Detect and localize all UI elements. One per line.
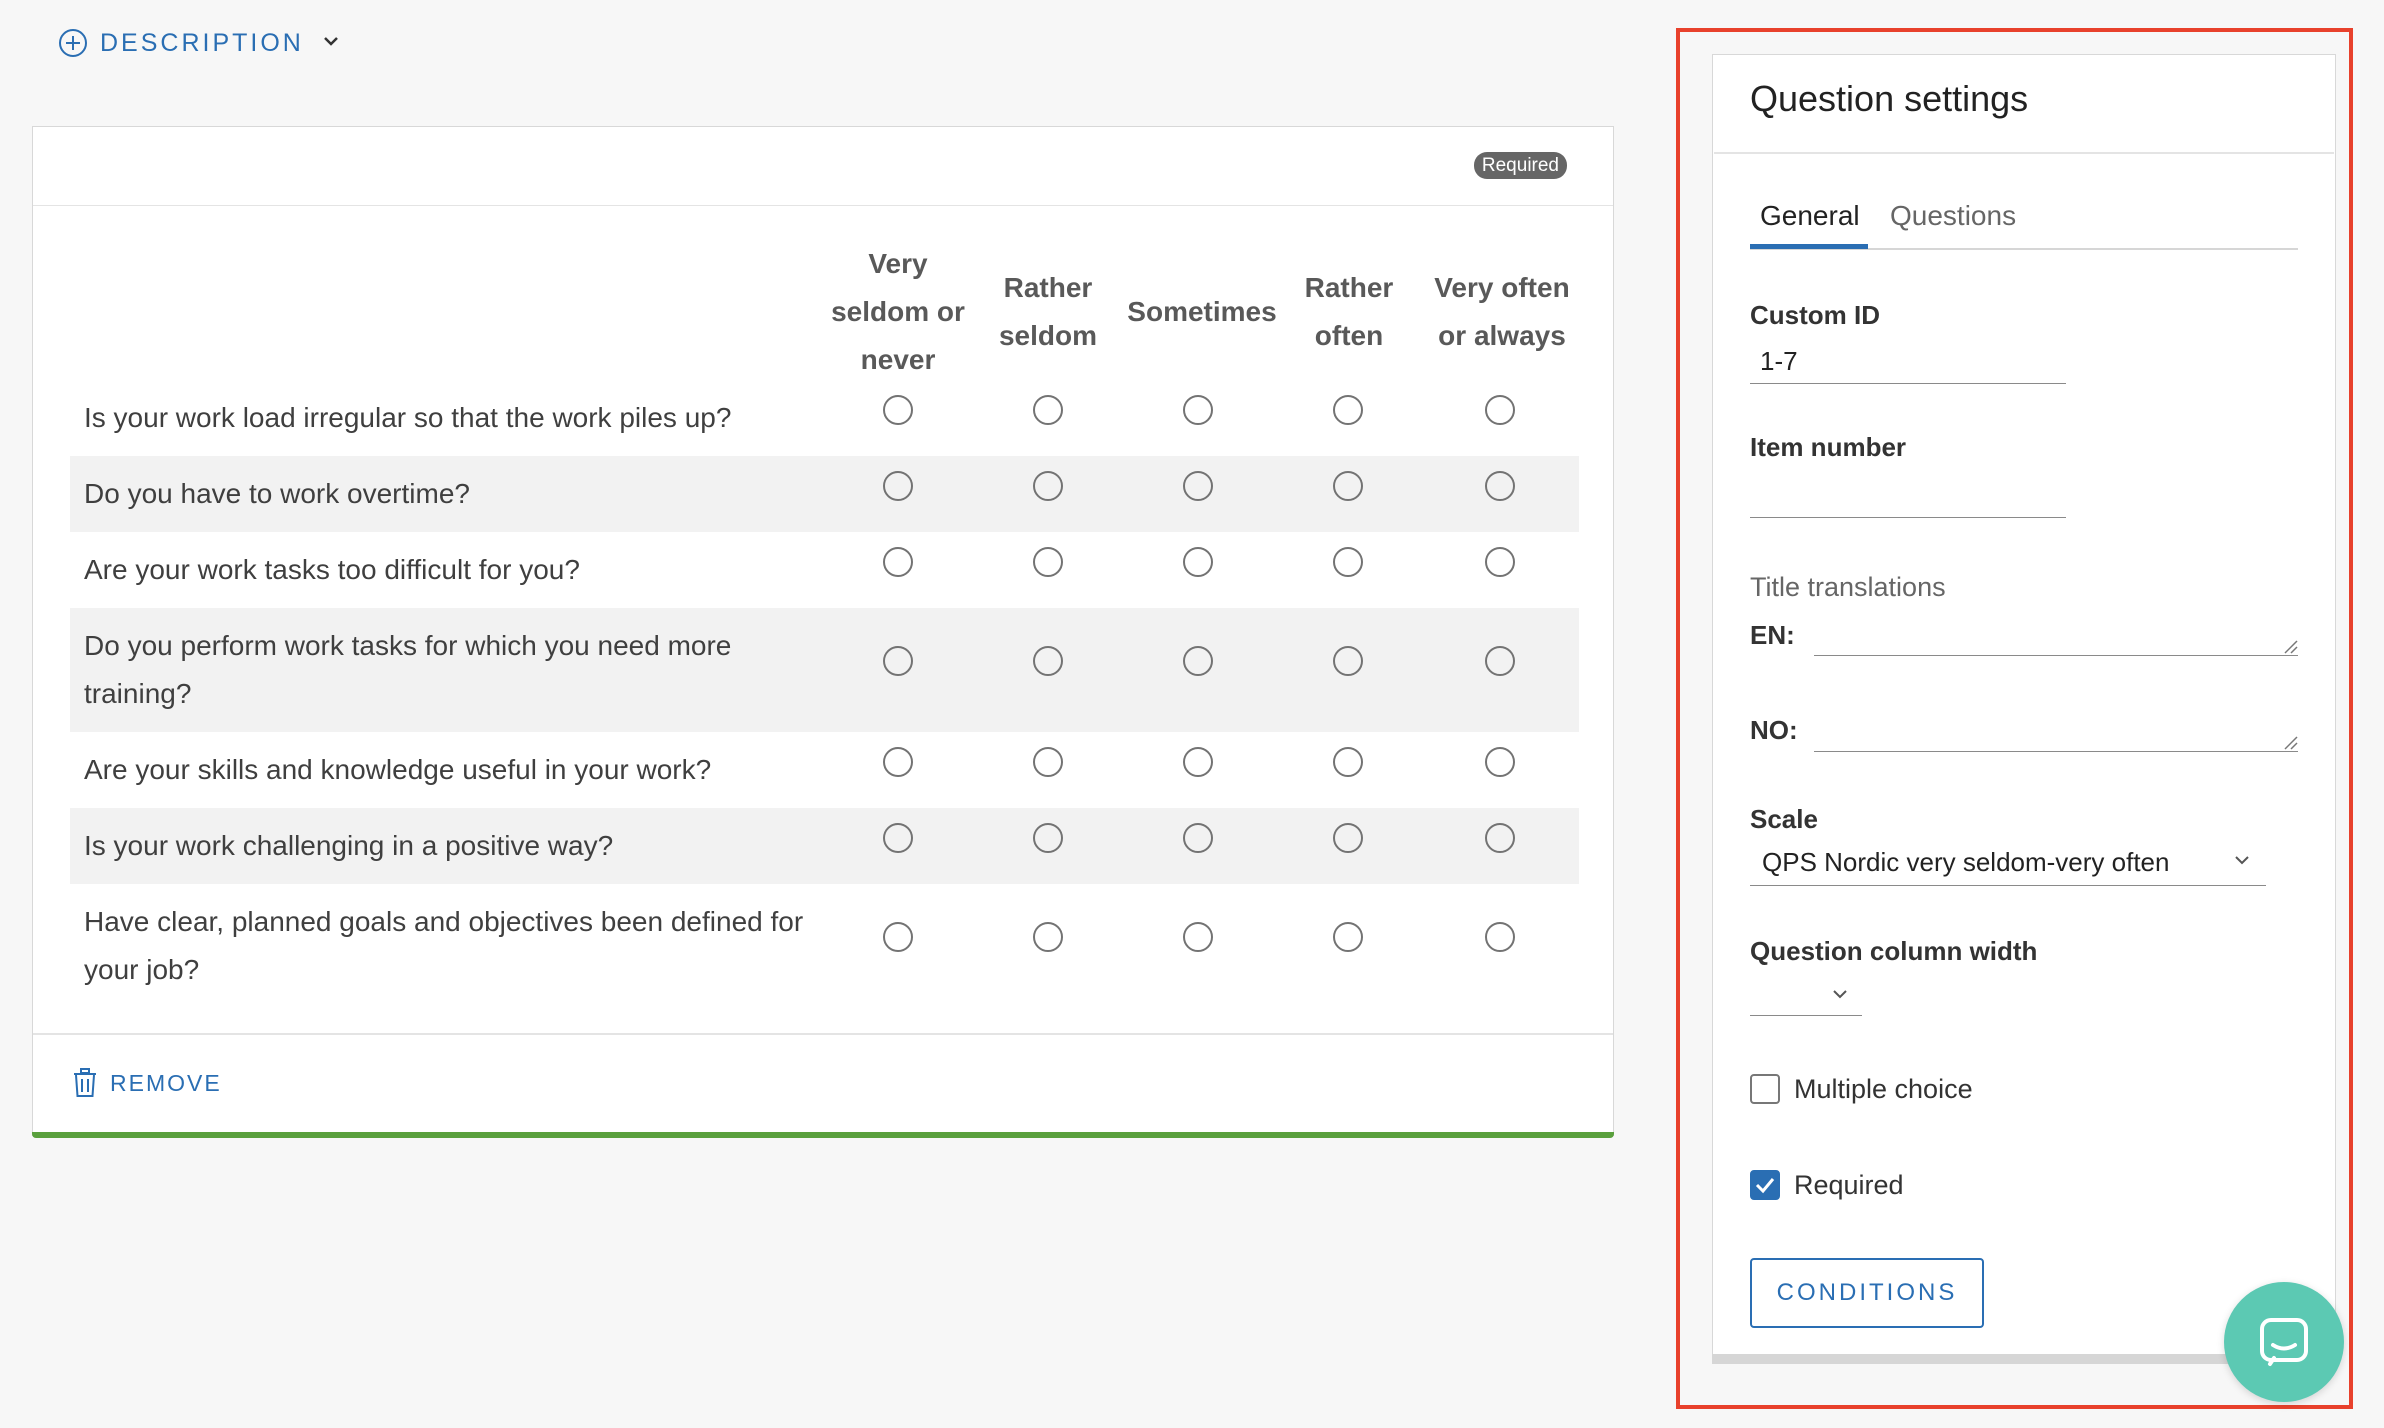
radio-option[interactable] — [1485, 395, 1515, 425]
item-number-label: Item number — [1750, 432, 1907, 462]
active-tab-indicator — [1750, 244, 1868, 249]
radio-option[interactable] — [1333, 395, 1363, 425]
radio-option[interactable] — [1183, 922, 1213, 952]
trash-icon — [72, 1068, 98, 1098]
scale-select-value: QPS Nordic very seldom-very often — [1762, 847, 2170, 877]
radio-option[interactable] — [1033, 471, 1063, 501]
radio-option[interactable] — [1033, 747, 1063, 777]
panel-divider — [1714, 152, 2334, 154]
column-header-rather-often: Rather often — [1304, 272, 1394, 351]
panel-title: Question settings — [1750, 78, 2029, 119]
multiple-choice-label: Multiple choice — [1794, 1074, 1973, 1104]
radio-option[interactable] — [883, 823, 913, 853]
chat-icon — [2256, 1314, 2312, 1370]
radio-option[interactable] — [1333, 547, 1363, 577]
radio-option[interactable] — [1485, 922, 1515, 952]
en-translation-textarea[interactable] — [1814, 614, 2298, 656]
radio-option[interactable] — [1183, 395, 1213, 425]
radio-option[interactable] — [883, 471, 913, 501]
radio-option[interactable] — [883, 547, 913, 577]
radio-option[interactable] — [1033, 547, 1063, 577]
radio-option[interactable] — [883, 747, 913, 777]
item-number-input[interactable] — [1750, 472, 2066, 518]
required-label: Required — [1794, 1170, 1904, 1200]
resize-handle-icon[interactable] — [2282, 734, 2298, 750]
question-text: Is your work load irregular so that the work piles up? — [84, 402, 732, 433]
custom-id-input[interactable] — [1750, 340, 2066, 384]
chevron-down-icon — [1828, 982, 1852, 1006]
settings-tabs — [1750, 200, 2298, 250]
radio-option[interactable] — [1033, 395, 1063, 425]
question-text: Have clear, planned goals and objectives been defined for your job? — [84, 906, 804, 985]
radio-option[interactable] — [1333, 922, 1363, 952]
en-label: EN: — [1750, 620, 1795, 650]
tab-questions[interactable]: Questions — [1890, 200, 2017, 231]
radio-option[interactable] — [1485, 646, 1515, 676]
remove-button[interactable] — [72, 1068, 222, 1098]
check-icon — [1752, 1172, 1778, 1198]
multiple-choice-checkbox[interactable] — [1750, 1074, 1780, 1104]
question-text: Are your skills and knowledge useful in your work? — [84, 754, 712, 785]
radio-option[interactable] — [1333, 646, 1363, 676]
resize-handle-icon[interactable] — [2282, 638, 2298, 654]
radio-option[interactable] — [1485, 747, 1515, 777]
no-translation-textarea[interactable] — [1814, 710, 2298, 752]
question-text: Are your work tasks too difficult for you? — [84, 554, 580, 585]
radio-option[interactable] — [1183, 823, 1213, 853]
question-text: Is your work challenging in a positive way? — [84, 830, 614, 861]
radio-option[interactable] — [1485, 547, 1515, 577]
radio-option[interactable] — [1033, 646, 1063, 676]
radio-option[interactable] — [1333, 823, 1363, 853]
card-header — [33, 127, 1613, 206]
radio-option[interactable] — [883, 395, 913, 425]
radio-option[interactable] — [883, 646, 913, 676]
question-text: Do you have to work overtime? — [84, 478, 470, 509]
radio-option[interactable] — [1183, 471, 1213, 501]
radio-option[interactable] — [1333, 471, 1363, 501]
column-header-very-seldom: Very seldom or never — [831, 248, 965, 375]
conditions-button[interactable]: CONDITIONS — [1750, 1258, 1984, 1328]
radio-option[interactable] — [1183, 747, 1213, 777]
radio-option[interactable] — [1333, 747, 1363, 777]
card-status-bar — [32, 1132, 1614, 1138]
chevron-down-icon — [2230, 848, 2254, 872]
chat-launcher-button[interactable] — [2224, 1282, 2344, 1402]
title-translations-label: Title translations — [1750, 572, 1946, 602]
radio-option[interactable] — [1183, 547, 1213, 577]
required-badge: Required — [1474, 152, 1567, 179]
column-header-rather-seldom: Rather seldom — [998, 272, 1098, 351]
radio-option[interactable] — [1033, 823, 1063, 853]
question-column-width-label: Question column width — [1750, 936, 2038, 966]
radio-option[interactable] — [1033, 922, 1063, 952]
question-text: Do you perform work tasks for which you need more training? — [84, 630, 732, 709]
tab-general[interactable]: General — [1760, 200, 1860, 231]
scale-label: Scale — [1750, 804, 1818, 834]
add-description-button[interactable] — [58, 26, 304, 60]
description-label: DESCRIPTION — [100, 28, 304, 57]
required-checkbox[interactable] — [1750, 1170, 1780, 1200]
custom-id-label: Custom ID — [1750, 300, 1880, 330]
chevron-down-icon[interactable] — [318, 28, 344, 54]
column-header-sometimes: Sometimes — [1127, 296, 1277, 327]
radio-option[interactable] — [1183, 646, 1213, 676]
radio-option[interactable] — [883, 922, 913, 952]
column-header-very-often: Very often or always — [1434, 272, 1570, 351]
remove-label: REMOVE — [110, 1069, 222, 1096]
radio-option[interactable] — [1485, 823, 1515, 853]
no-label: NO: — [1750, 715, 1798, 745]
radio-option[interactable] — [1485, 471, 1515, 501]
plus-circle-icon — [58, 28, 88, 58]
card-footer-divider — [33, 1033, 1613, 1035]
